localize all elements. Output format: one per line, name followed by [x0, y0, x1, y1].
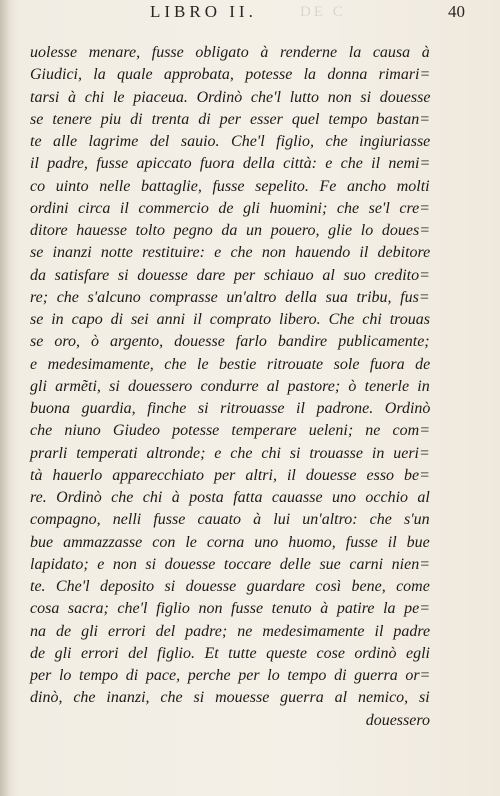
spine-shadow	[0, 0, 10, 796]
text-line: se in capo di sei anni il comprato libero. Che chi trouas	[30, 311, 431, 328]
text-line: de gli errori del figlio. Et tutte queste cose ordinò egli	[30, 644, 430, 662]
text-line: se tenere piu di trenta di per esser quel tempo bastan=	[30, 110, 430, 128]
text-line: bue ammazzasse con le corna uno huomo, fusse il bue	[30, 533, 430, 551]
text-line: se oro, ò argento, douesse farlo bandire publicamente;	[30, 333, 430, 351]
running-head: LIBRO II.	[150, 2, 257, 21]
text-line: lapidato; e non si douesse toccare delle sue carni nien=	[30, 555, 431, 573]
text-line: Giudici, la quale approbata, potesse la donna rimari=	[30, 66, 431, 84]
text-line: gli armẽti, si douessero condurre al pastore; ò tenerle in	[30, 377, 430, 395]
text-line: tà hauerlo apparecchiato per altri, il douesse esso be=	[30, 466, 430, 484]
text-line: prarli temperati altronde; e che chi si trouasse in ueri=	[30, 444, 430, 462]
text-line: ditore hauesse tolto pegno da un pouero, glie lo doues=	[30, 222, 431, 239]
text-line: per lo tempo di pace, perche per lo tempo di guerra or=	[30, 667, 431, 684]
text-line: co uinto nelle battaglie, fusse sepelito. Fe ancho molti	[30, 177, 430, 195]
text-line: uolesse menare, fusse obligato à renderne la causa à	[30, 44, 430, 61]
body-text	[30, 42, 430, 732]
text-line: te alle lagrime del sauio. Che'l figlio, che ingiuriasse	[30, 133, 431, 150]
text-line: re; che s'alcuno comprasse un'altro della sua tribu, fus=	[30, 288, 430, 306]
page-number: 40	[448, 2, 465, 21]
text-line: buona guardia, finche si ritrouasse il padrone. Ordinò	[30, 400, 431, 417]
text-line: tarsi à chi le piaceua. Ordinò che'l lutto non si douesse	[30, 88, 431, 106]
page-header	[0, 2, 500, 24]
text-line: da satisfare si douesse dare per schiauo al suo credito=	[30, 266, 430, 284]
text-line: se inanzi notte restituire: e che non hauendo il debitore	[30, 244, 431, 262]
bleed-through-text: DE C	[300, 4, 346, 20]
text-line: te. Che'l deposito si douesse guardare così bene, come	[30, 578, 430, 595]
text-line: e medesimamente, che le bestie ritrouate sole fuora de	[30, 355, 431, 373]
text-line: douessero	[365, 711, 430, 729]
text-line: che niuno Giudeo potesse temperare ueleni; ne com=	[30, 422, 430, 440]
text-line: ordini circa il commercio de gli huomini; che se'l cre=	[30, 199, 430, 217]
text-line: na de gli errori del padre; ne medesimamente il padre	[30, 622, 431, 640]
text-line: re. Ordinò che chi à posta fatta cauasse uno occhio al	[30, 489, 430, 506]
text-line: il padre, fusse apiccato fuora della città: e che il nemi=	[30, 155, 431, 173]
text-line: cosa sacra; che'l figlio non fusse tenuto à patire la pe=	[30, 600, 431, 618]
text-line: compagno, nelli fusse cauato à lui un'altro: che s'un	[30, 511, 430, 529]
text-line: dinò, che inanzi, che si mouesse guerra al nemico, si	[30, 689, 430, 707]
